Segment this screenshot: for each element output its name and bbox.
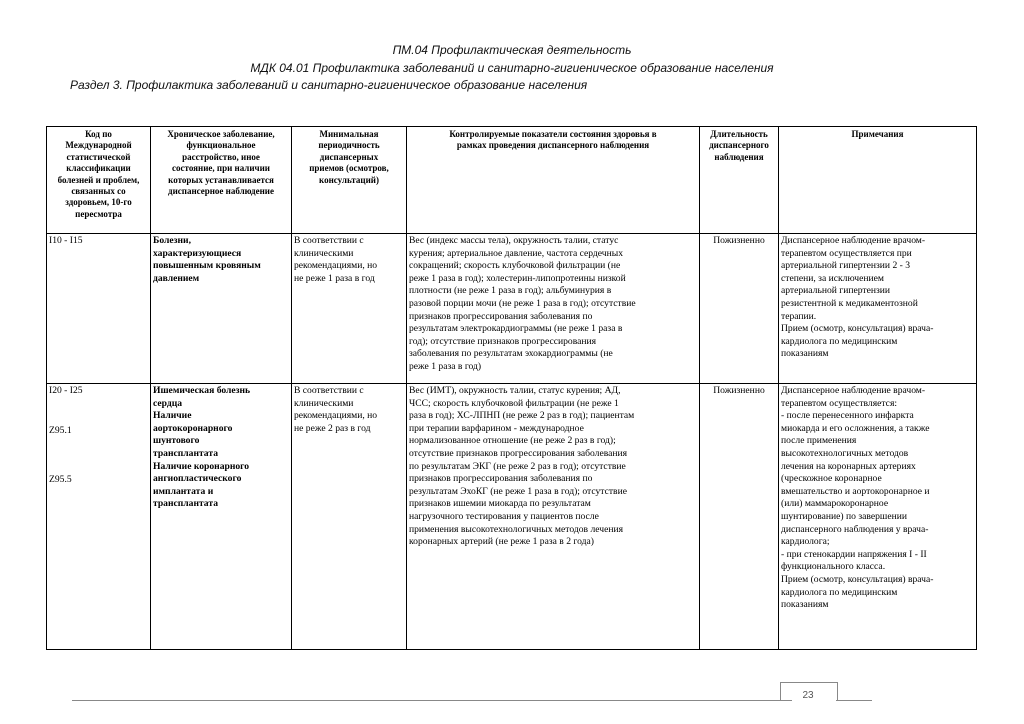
header-periodicity	[292, 127, 407, 234]
text-line: шунтового	[153, 435, 200, 447]
row-2-disease-2	[153, 410, 289, 460]
text-line: артериальной гипертензии	[781, 285, 891, 297]
row-2-duration: Пожизненно	[700, 384, 779, 650]
row-2-disease-3	[153, 461, 289, 511]
text-line: периодичность	[318, 140, 380, 151]
text-line: диспансерного	[709, 140, 769, 151]
text-line: Контролируемые показатели состояния здоровья в	[449, 129, 657, 139]
row-2-codes	[47, 384, 151, 650]
text-line: Диспансерное наблюдение врачом-	[781, 385, 926, 396]
text-line: год); отсутствие признаков прогрессирования	[409, 335, 597, 347]
header-line-2: МДК 04.01 Профилактика заболеваний и санитарно-гигиеническое образование населения	[250, 61, 774, 75]
row-2-code-3: Z95.5	[49, 474, 72, 486]
text-line: (чрескожное коронарное	[781, 473, 882, 485]
text-line: результатам ЭхоКГ (не реже 1 раза в год); отсутствие	[409, 485, 627, 497]
row-2-diseases	[151, 384, 292, 650]
text-line: Ишемическая болезнь	[153, 385, 251, 396]
text-line: трансплантата	[153, 447, 218, 459]
page-number: 23	[802, 690, 814, 701]
text-line: после применения	[781, 435, 857, 447]
row-2-periodicity	[292, 384, 407, 650]
text-line: статистической	[66, 151, 131, 162]
footer-divider-right	[836, 700, 872, 701]
text-line: клиническими	[294, 247, 354, 259]
table-header-row	[47, 127, 977, 234]
text-line: характеризующиеся	[153, 247, 242, 259]
text-line: резистентной к медикаментозной	[781, 297, 918, 309]
text-line: состояние, при наличии	[172, 163, 270, 174]
text-line: признаков ишемии миокарда по результатам	[409, 498, 591, 510]
text-line: ЧСС; скорость клубочковой фильтрации (не реже 1	[409, 397, 619, 409]
text-line: давлением	[153, 272, 200, 284]
text-line: кардиолога;	[781, 536, 830, 548]
text-line: функциональное	[186, 140, 256, 151]
text-line: Хроническое заболевание,	[167, 129, 275, 139]
text-line: кардиолога по медицинским	[781, 335, 898, 347]
footer-divider	[72, 700, 792, 701]
text-line: Наличие	[153, 410, 192, 422]
text-line: применения высокотехнологичных методов лечения	[409, 523, 624, 535]
text-line: болезней и проблем,	[57, 174, 140, 185]
row-1-notes	[779, 234, 977, 384]
header-line-1: ПМ.04 Профилактическая деятельность	[392, 43, 632, 57]
text-line: курения; артериальное давление, частота сердечных	[409, 247, 624, 259]
row-2-indicators	[407, 384, 700, 650]
header-condition	[151, 127, 292, 234]
text-line: признаков прогрессирования заболевания по	[409, 310, 593, 322]
text-line: рекомендациями, но	[294, 260, 378, 272]
text-line: показаниям	[781, 348, 829, 360]
text-line: В соответствии с	[294, 385, 364, 396]
row-2-notes	[779, 384, 977, 650]
text-line: пересмотра	[75, 208, 122, 219]
text-line: наблюдения	[714, 151, 764, 162]
text-line: которых устанавливается	[168, 174, 274, 185]
text-line: клиническими	[294, 397, 354, 409]
text-line: по результатам ЭКГ (не реже 2 раз в год); отсутствие	[409, 460, 626, 472]
text-line: классификации	[66, 163, 131, 174]
row-2-disease-1	[153, 385, 289, 410]
text-line: нагрузочного тестирования у пациентов после	[409, 510, 599, 522]
text-line: Международной	[65, 140, 132, 151]
text-line: сердца	[153, 397, 183, 409]
text-line: отсутствие признаков прогрессирования заболевания	[409, 447, 628, 459]
text-line: Длительность	[710, 129, 768, 139]
text-line: трансплантата	[153, 498, 218, 510]
text-line: не реже 2 раз в год	[294, 422, 371, 434]
header-notes	[779, 127, 977, 234]
text-line: сокращений; скорость клубочковой фильтрации (не	[409, 260, 621, 272]
table-row	[47, 384, 977, 650]
text-line: степени, за исключением	[781, 272, 884, 284]
text-line: терапии.	[781, 310, 817, 322]
row-1-periodicity	[292, 234, 407, 384]
text-line: имплантата и	[153, 485, 214, 497]
text-line: признаков прогрессирования заболевания по	[409, 473, 593, 485]
row-1-duration: Пожизненно	[700, 234, 779, 384]
row-2-code-1: I20 - I25	[49, 385, 83, 396]
table-row	[47, 234, 977, 384]
text-line: - при стенокардии напряжения I - II	[781, 548, 927, 560]
text-line: Болезни,	[153, 235, 191, 246]
text-line: артериальной гипертензии 2 - 3	[781, 260, 911, 272]
header-line-3: Раздел 3. Профилактика заболеваний и санитарно-гигиеническое образование населения	[70, 78, 588, 92]
text-line: (или) маммарокоронарное	[781, 498, 889, 510]
text-line: Вес (индекс массы тела), окружность талии, статус	[409, 235, 619, 246]
header-indicators	[407, 127, 700, 234]
text-line: рамках проведения диспансерного наблюдения	[456, 140, 650, 151]
text-line: диспансерное наблюдение	[168, 186, 274, 197]
text-line: реже 1 раза в год); холестерин-липопротеины низкой	[409, 272, 626, 284]
text-line: Код по	[85, 129, 112, 139]
text-line: Минимальная	[319, 129, 379, 139]
text-line: миокарда и его осложнения, а также	[781, 422, 930, 434]
text-line: терапевтом осуществляется при	[781, 247, 912, 259]
text-line: показаниям	[781, 599, 829, 611]
text-line: расстройство, иное	[182, 151, 260, 162]
text-line: консультаций)	[319, 174, 379, 185]
text-line: диспансерного наблюдения у врача-	[781, 523, 929, 535]
text-line: разовой порции мочи (не реже 1 раза в год); отсутствие	[409, 297, 636, 309]
text-line: нормализованное отношение (не реже 2 раз в год);	[409, 435, 616, 447]
text-line: раза в год); ХС-ЛПНП (не реже 2 раз в год); пациентам	[409, 410, 635, 422]
row-1-code: I10 - I15	[47, 234, 151, 384]
text-line: Прием (осмотр, консультация) врача-	[781, 573, 934, 585]
text-line: Диспансерное наблюдение врачом-	[781, 235, 926, 246]
text-line: диспансерных	[319, 151, 379, 162]
row-1-indicators	[407, 234, 700, 384]
text-line: связанных со	[71, 186, 126, 197]
text-line: функционального класса.	[781, 561, 886, 573]
text-line: - после перенесенного инфаркта	[781, 410, 914, 422]
text-line: не реже 1 раза в год	[294, 272, 375, 284]
text-line: заболевания по результатам эхокардиограммы (не	[409, 348, 613, 360]
text-line: аортокоронарного	[153, 422, 233, 434]
text-line: повышенным кровяным	[153, 260, 261, 272]
text-line: кардиолога по медицинским	[781, 586, 898, 598]
text-line: здоровьем, 10-го	[65, 197, 132, 208]
text-line: коронарных артерий (не реже 1 раза в 2 года)	[409, 536, 594, 548]
text-line: плотности (не реже 1 раза в год); альбуминурия в	[409, 285, 612, 297]
header-duration	[700, 127, 779, 234]
text-line: при терапии варфарином - международное	[409, 422, 584, 434]
dispensary-table	[46, 126, 977, 650]
text-line: ангиопластического	[153, 473, 242, 485]
text-line: Наличие коронарного	[153, 460, 250, 472]
text-line: реже 1 раза в год)	[409, 360, 482, 372]
text-line: В соответствии с	[294, 235, 364, 246]
text-line: вмешательство и аортокоронарное и	[781, 485, 930, 497]
text-line: терапевтом осуществляется:	[781, 397, 898, 409]
text-line: Вес (ИМТ), окружность талии, статус курения; АД,	[409, 385, 621, 396]
row-2-code-2: Z95.1	[49, 424, 72, 436]
text-line: лечения на коронарных артериях	[781, 460, 916, 472]
text-line: рекомендациями, но	[294, 410, 378, 422]
text-line: приемов (осмотров,	[309, 163, 389, 174]
header-icd-code	[47, 127, 151, 234]
text-line: Прием (осмотр, консультация) врача-	[781, 323, 934, 335]
text-line: Примечания	[851, 129, 904, 139]
text-line: шунтирование) по завершении	[781, 510, 907, 522]
text-line: результатам электрокардиограммы (не реже 1 раза в	[409, 323, 623, 335]
text-line: высокотехнологичных методов	[781, 447, 909, 459]
row-1-disease	[151, 234, 292, 384]
